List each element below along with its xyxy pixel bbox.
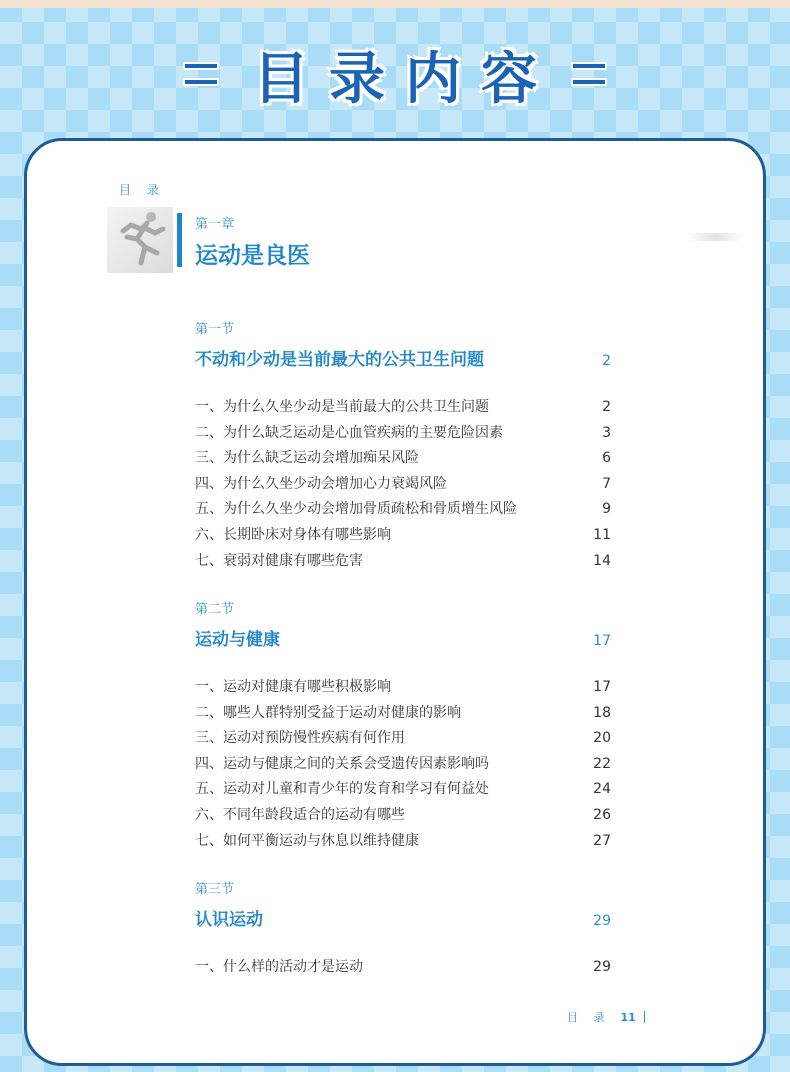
runner-icon xyxy=(107,207,173,273)
toc-item-page: 6 xyxy=(602,450,611,467)
toc-item-page: 29 xyxy=(593,959,611,975)
toc-item-page: 3 xyxy=(602,424,611,441)
toc-item-text: 一、为什么久坐少动是当前最大的公共卫生问题 xyxy=(195,399,489,415)
section-1 xyxy=(195,321,611,574)
section-label: 第三节 xyxy=(195,882,235,897)
section-title-row[interactable] xyxy=(195,625,611,649)
toc-item[interactable] xyxy=(195,829,611,855)
toc-item-text: 六、不同年龄段适合的运动有哪些 xyxy=(195,806,405,823)
toc-item-text: 七、衰弱对健康有哪些危害 xyxy=(195,552,363,569)
section-title: 不动和少动是当前最大的公共卫生问题 xyxy=(195,350,484,370)
right-equals-decoration xyxy=(571,62,607,88)
toc-item[interactable] xyxy=(195,472,611,498)
chapter-title: 运动是良医 xyxy=(195,243,310,269)
toc-item[interactable] xyxy=(195,701,611,727)
chapter-accent-bar xyxy=(177,213,182,267)
toc-item[interactable] xyxy=(195,752,611,778)
toc-item-page: 2 xyxy=(602,399,611,415)
toc-item-page: 27 xyxy=(593,832,611,849)
banner-title: 目录内容 xyxy=(253,47,557,112)
section-2 xyxy=(195,601,611,854)
toc-item-page: 11 xyxy=(593,526,611,543)
toc-item-text: 一、什么样的活动才是运动 xyxy=(195,959,363,975)
top-strip xyxy=(0,0,790,8)
toc-item[interactable] xyxy=(195,395,611,421)
toc-item[interactable] xyxy=(195,421,611,447)
toc-item-text: 二、哪些人群特别受益于运动对健康的影响 xyxy=(195,704,461,721)
section-title: 运动与健康 xyxy=(195,630,280,650)
section-title: 认识运动 xyxy=(195,910,263,930)
toc-card xyxy=(24,138,766,1066)
toc-item-page: 7 xyxy=(602,475,611,492)
toc-item[interactable] xyxy=(195,549,611,575)
section-title-row[interactable] xyxy=(195,905,611,929)
toc-item-text: 五、为什么久坐少动会增加骨质疏松和骨质增生风险 xyxy=(195,501,517,518)
toc-item[interactable] xyxy=(195,497,611,523)
section-title-row[interactable] xyxy=(195,345,611,369)
toc-item-page: 22 xyxy=(593,755,611,772)
section-page-number: 29 xyxy=(593,913,611,929)
section-page-number: 2 xyxy=(602,353,611,369)
toc-item-page: 17 xyxy=(593,679,611,695)
toc-item[interactable] xyxy=(195,523,611,549)
toc-item-page: 14 xyxy=(593,552,611,569)
section-items xyxy=(195,675,611,854)
toc-item-text: 二、为什么缺乏运动是心血管疾病的主要危险因素 xyxy=(195,424,503,441)
toc-item-text: 一、运动对健康有哪些积极影响 xyxy=(195,679,391,695)
toc-item-text: 三、为什么缺乏运动会增加痴呆风险 xyxy=(195,450,419,467)
toc-item-page: 26 xyxy=(593,806,611,823)
toc-item-text: 六、长期卧床对身体有哪些影响 xyxy=(195,526,391,543)
toc-item-page: 18 xyxy=(593,704,611,721)
toc-item[interactable] xyxy=(195,675,611,701)
toc-item-page: 20 xyxy=(593,730,611,747)
toc-item[interactable] xyxy=(195,726,611,752)
footer-separator xyxy=(644,1011,645,1023)
toc-item[interactable] xyxy=(195,955,611,981)
footer-page-number: 11 xyxy=(620,1010,636,1024)
faint-mark xyxy=(687,233,743,241)
toc-item-page: 9 xyxy=(602,501,611,518)
section-3 xyxy=(195,881,611,981)
toc-item-page: 24 xyxy=(593,781,611,798)
toc-item-text: 五、运动对儿童和青少年的发育和学习有何益处 xyxy=(195,781,489,798)
toc-item-text: 四、运动与健康之间的关系会受遗传因素影响吗 xyxy=(195,755,489,772)
section-label: 第一节 xyxy=(195,322,235,337)
toc-item[interactable] xyxy=(195,446,611,472)
toc-item-text: 七、如何平衡运动与休息以维持健康 xyxy=(195,832,419,849)
toc-item-text: 四、为什么久坐少动会增加心力衰竭风险 xyxy=(195,475,447,492)
page-footer xyxy=(567,1009,645,1025)
toc-item[interactable] xyxy=(195,803,611,829)
section-items xyxy=(195,955,611,981)
section-page-number: 17 xyxy=(593,633,611,649)
page-label: 目 录 xyxy=(119,183,165,197)
runner-image xyxy=(107,207,173,273)
footer-label: 目 录 xyxy=(567,1011,611,1024)
toc-item-text: 三、运动对预防慢性疾病有何作用 xyxy=(195,730,405,747)
section-label: 第二节 xyxy=(195,602,235,617)
section-items xyxy=(195,395,611,574)
left-equals-decoration xyxy=(183,62,219,88)
banner xyxy=(0,30,790,120)
toc-item[interactable] xyxy=(195,777,611,803)
chapter-label: 第一章 xyxy=(195,217,235,232)
